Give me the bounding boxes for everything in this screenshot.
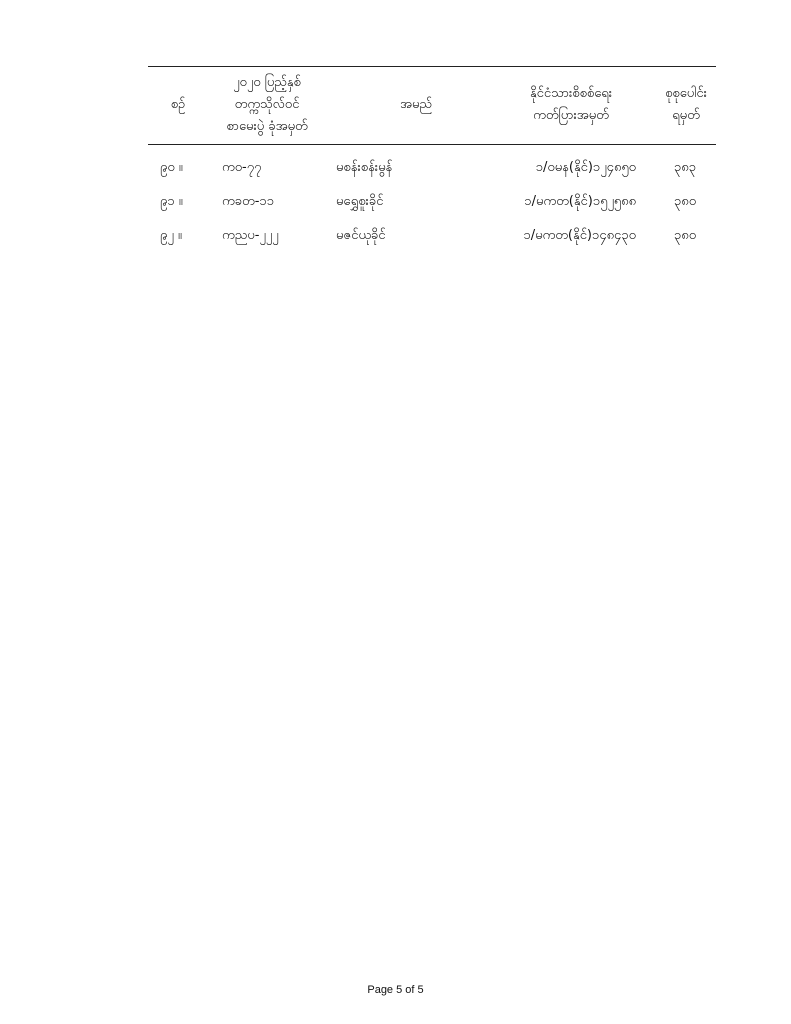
header-nrc: နိုင်ငံသားစိစစ်ရေး ကတ်ပြားအမှတ်	[529, 86, 613, 123]
nrc-cell: ၁/မကတ(နိုင်)၁၄၈၄၃၀	[523, 228, 636, 243]
roll-number-cell: ကညပ-၂၂၂	[222, 228, 279, 243]
name-cell: မရွှေစူးခိုင်	[336, 194, 384, 209]
score-cell: ၃၈၀	[673, 194, 697, 209]
serial-cell: ၉၀ ။	[160, 160, 183, 175]
roll-number-cell: ကခတ-၁၁	[222, 194, 275, 209]
score-cell: ၃၈၀	[673, 228, 697, 243]
table-row	[0, 154, 791, 182]
name-cell: မဇင်ယုခိုင်	[336, 228, 386, 243]
name-cell: မစန်းစန်းမွန်	[336, 160, 393, 175]
serial-cell: ၉၂ ။	[160, 228, 182, 243]
header-serial: စဉ်	[170, 97, 186, 112]
table-header-rule	[148, 144, 716, 145]
nrc-cell: ၁/ဝမန(နိုင်)၁၂၄၈၅၀	[535, 160, 636, 175]
roll-number-cell: ကဝ-၇၇	[222, 160, 262, 175]
page-number: Page 5 of 5	[367, 984, 424, 996]
score-cell: ၃၈၃	[673, 160, 697, 175]
table-row	[0, 222, 791, 250]
nrc-cell: ၁/မကတ(နိုင်)၁၅၂၅၈၈	[524, 194, 636, 209]
header-total-score: စုစုပေါင်း ရမှတ်	[665, 86, 707, 123]
header-roll-number: ၂၀၂၀ ပြည့်နှစ် တက္ကသိုလ်ဝင် စာမေးပွဲ ခုံအမှတ်	[226, 75, 308, 134]
table-row	[0, 188, 791, 216]
serial-cell: ၉၁ ။	[160, 194, 183, 209]
header-name: အမည်	[400, 97, 432, 112]
